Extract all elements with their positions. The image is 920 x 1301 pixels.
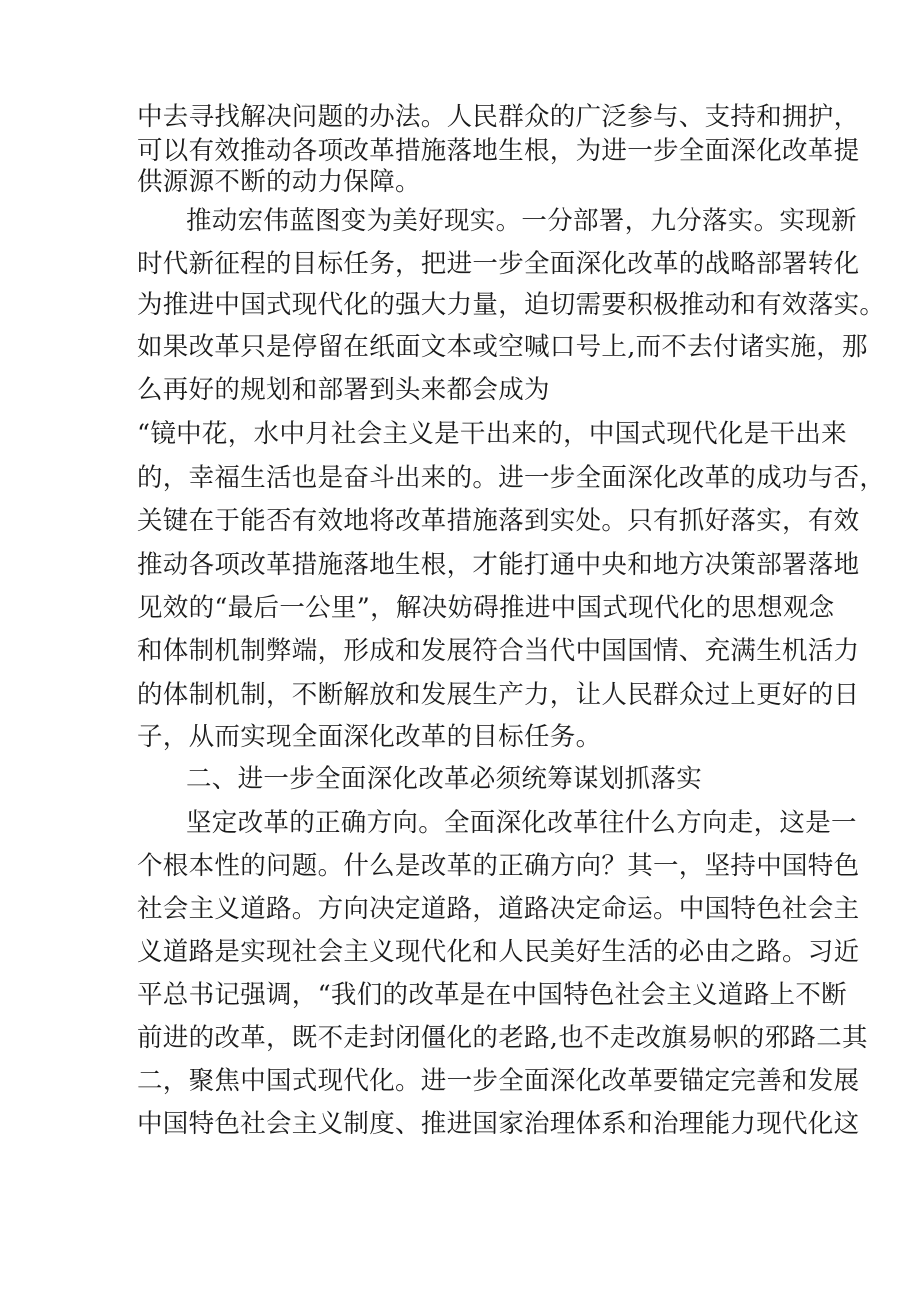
text-line: 为推进中国式现代化的强大力量，迫切需要积极推动和有效落实。 [137,290,886,320]
text-line: 的体制机制，不断解放和发展生产力，让人民群众过上更好的日 [137,680,860,710]
text-line: 平总书记强调，“我们的改革是在中国特色社会主义道路上不断 [137,980,847,1010]
text-line: 推动各项改革措施落地生根，才能打通中央和地方决策部署落地 [137,550,860,580]
text-line: 时代新征程的目标任务，把进一步全面深化改革的战略部署转化 [137,249,860,279]
text-line: 见效的“最后一公里”，解决妨碍推进中国式现代化的思想观念 [137,593,835,623]
text-line: 可以有效推动各项改革措施落地生根，为进一步全面深化改革提 [137,136,860,166]
text-line: 个根本性的问题。什么是改革的正确方向？其一，坚持中国特色 [137,851,860,881]
text-line: 子，从而实现全面深化改革的目标任务。 [137,722,602,752]
text-line: 么再好的规划和部署到头来都会成为 [137,375,550,405]
text-line: “镜中花，水中月社会主义是干出来的，中国式现代化是干出来 [137,419,847,449]
text-line: 和体制机制弊端，形成和发展符合当代中国国情、充满生机活力 [137,636,860,666]
text-line: 前进的改革，既不走封闭僵化的老路,也不走改旗易帜的邪路二其 [137,1023,868,1053]
text-line: 的，幸福生活也是奋斗出来的。进一步全面深化改革的成功与否， [137,463,886,493]
text-line: 中国特色社会主义制度、推进国家治理体系和治理能力现代化这 [137,1109,860,1139]
paragraph-start: 坚定改革的正确方向。全面深化改革往什么方向走，这是一 [186,808,857,838]
text-line: 如果改革只是停留在纸面文本或空喊口号上,而不去付诸实施，那 [137,332,868,362]
text-line: 供源源不断的动力保障。 [137,167,421,197]
paragraph-start: 推动宏伟蓝图变为美好现实。一分部署，九分落实。实现新 [186,206,857,236]
text-line: 中去寻找解决问题的办法。人民群众的广泛参与、支持和拥护， [137,102,860,132]
text-line: 关键在于能否有效地将改革措施落到实处。只有抓好落实，有效 [137,506,860,536]
text-line: 社会主义道路。方向决定道路，道路决定命运。中国特色社会主 [137,894,860,924]
text-line: 义道路是实现社会主义现代化和人民美好生活的必由之路。习近 [137,937,860,967]
section-heading: 二、进一步全面深化改革必须统筹谋划抓落实 [186,764,703,794]
text-line: 二，聚焦中国式现代化。进一步全面深化改革要锚定完善和发展 [137,1066,860,1096]
